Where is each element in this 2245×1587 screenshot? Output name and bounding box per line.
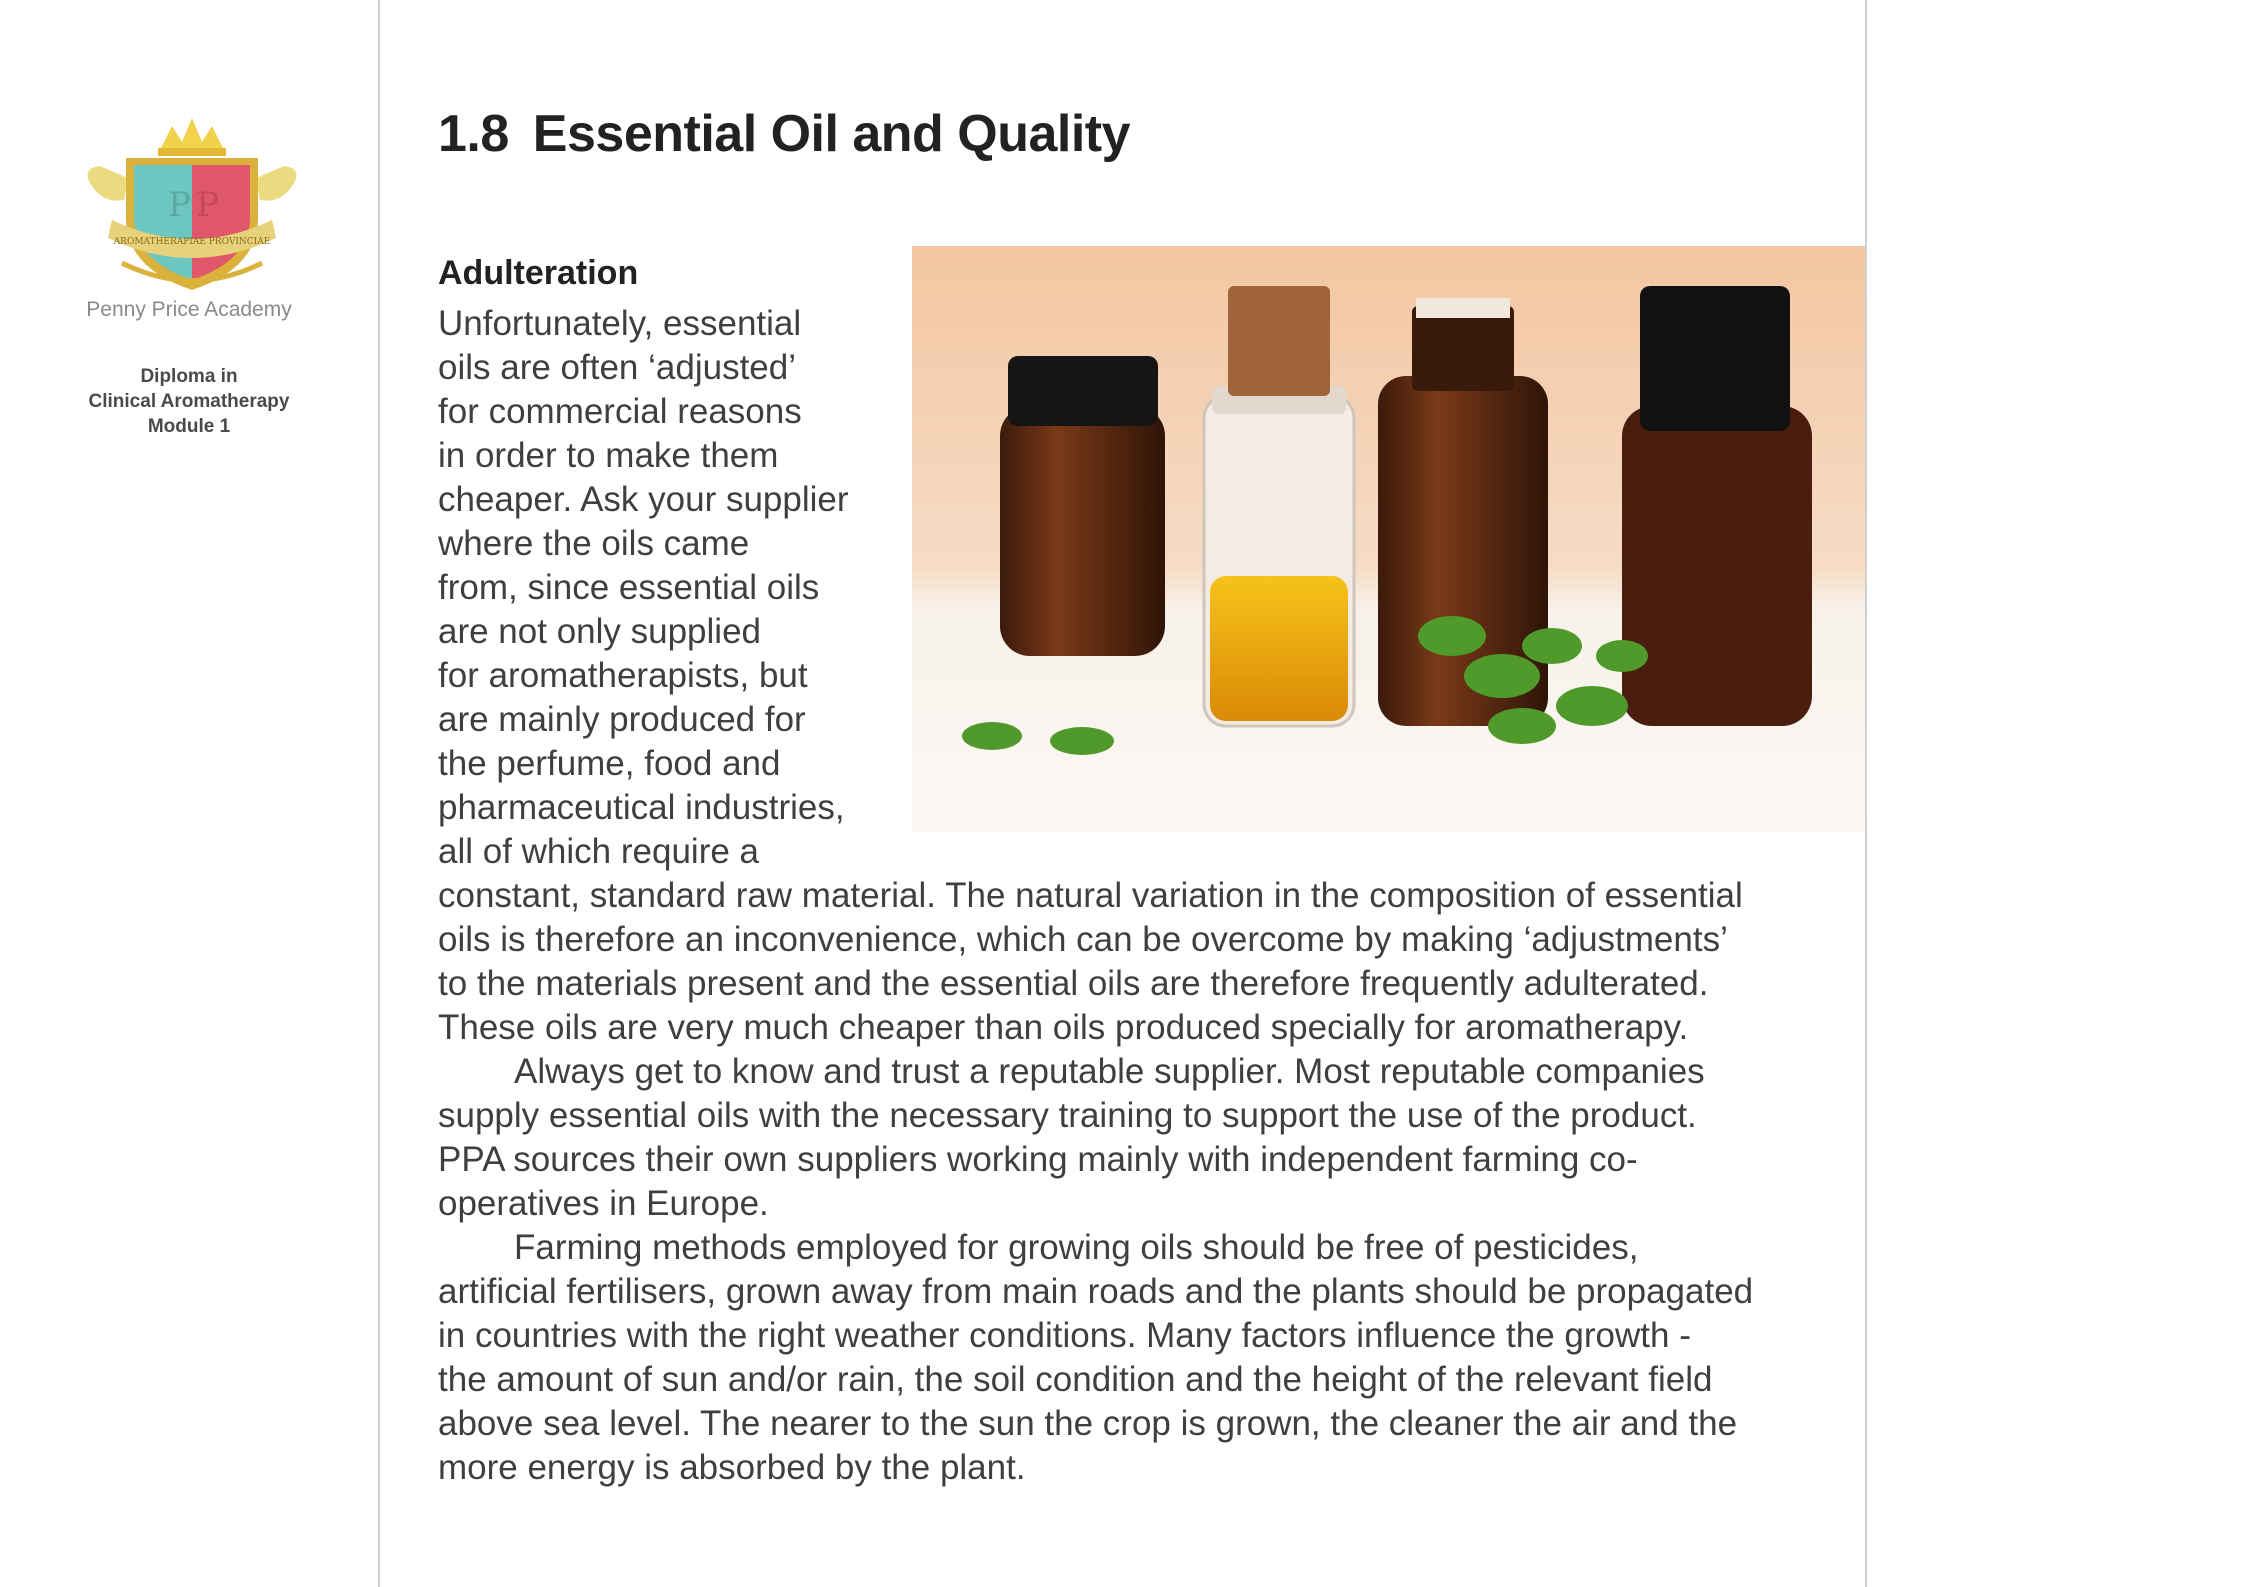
- text-line-23: artificial fertilisers, grown away from main roads and the plants should be propagated: [438, 1272, 1754, 1311]
- essential-oil-bottles-photo: [912, 246, 1865, 832]
- academy-name: Penny Price Academy: [86, 298, 292, 321]
- course-line-3: Module 1: [147, 416, 231, 437]
- text-line-17: These oils are very much cheaper than oils produced specially for aromatherapy.: [438, 1008, 1689, 1047]
- text-line-5: cheaper. Ask your supplier: [438, 480, 849, 519]
- text-line-25: the amount of sun and/or rain, the soil condition and the height of the relevant field: [438, 1360, 1713, 1399]
- text-line-27: more energy is absorbed by the plant.: [438, 1448, 1026, 1487]
- text-line-2: oils are often ‘adjusted’: [438, 348, 796, 387]
- page-content: [438, 0, 1865, 1587]
- text-line-6: where the oils came: [438, 524, 750, 563]
- course-line-2: Clinical Aromatherapy: [88, 391, 290, 412]
- text-line-19: supply essential oils with the necessary training to support the use of the product.: [438, 1096, 1697, 1135]
- text-line-10: are mainly produced for: [438, 700, 806, 739]
- text-line-18: Always get to know and trust a reputable supplier. Most reputable companies: [514, 1052, 1705, 1091]
- subheading: Adulteration: [438, 254, 639, 292]
- section-title: Essential Oil and Quality: [532, 105, 1131, 163]
- text-line-20: PPA sources their own suppliers working mainly with independent farming co-: [438, 1140, 1638, 1179]
- left-divider: [378, 0, 380, 1587]
- text-line-13: all of which require a: [438, 832, 759, 871]
- section-number: 1.8: [438, 105, 509, 163]
- text-line-14: constant, standard raw material. The natural variation in the composition of essential: [438, 876, 1743, 915]
- text-line-12: pharmaceutical industries,: [438, 788, 845, 827]
- svg-text:P: P: [196, 185, 219, 225]
- svg-text:P: P: [168, 185, 191, 225]
- academy-crest-logo: [82, 108, 302, 298]
- text-line-21: operatives in Europe.: [438, 1184, 769, 1223]
- right-divider: [1865, 0, 1867, 1587]
- text-line-7: from, since essential oils: [438, 568, 820, 607]
- course-info: [0, 364, 378, 439]
- text-line-24: in countries with the right weather conditions. Many factors influence the growth -: [438, 1316, 1691, 1355]
- text-line-26: above sea level. The nearer to the sun the crop is grown, the cleaner the air and the: [438, 1404, 1738, 1443]
- sidebar: [0, 0, 378, 1587]
- course-line-1: Diploma in: [140, 366, 238, 387]
- text-line-16: to the materials present and the essential oils are therefore frequently adulterated.: [438, 964, 1709, 1003]
- text-line-9: for aromatherapists, but: [438, 656, 808, 695]
- page-title: [438, 104, 1130, 164]
- text-line-4: in order to make them: [438, 436, 779, 475]
- text-line-15: oils is therefore an inconvenience, which can be overcome by making ‘adjustments’: [438, 920, 1728, 959]
- text-line-1: Unfortunately, essential: [438, 304, 802, 343]
- text-line-22: Farming methods employed for growing oils should be free of pesticides,: [514, 1228, 1639, 1267]
- crown-icon: [158, 118, 226, 156]
- text-line-11: the perfume, food and: [438, 744, 781, 783]
- svg-text:AROMATHERAPIAE PROVINCIAE: AROMATHERAPIAE PROVINCIAE: [113, 237, 271, 247]
- text-line-3: for commercial reasons: [438, 392, 802, 431]
- text-line-8: are not only supplied: [438, 612, 761, 651]
